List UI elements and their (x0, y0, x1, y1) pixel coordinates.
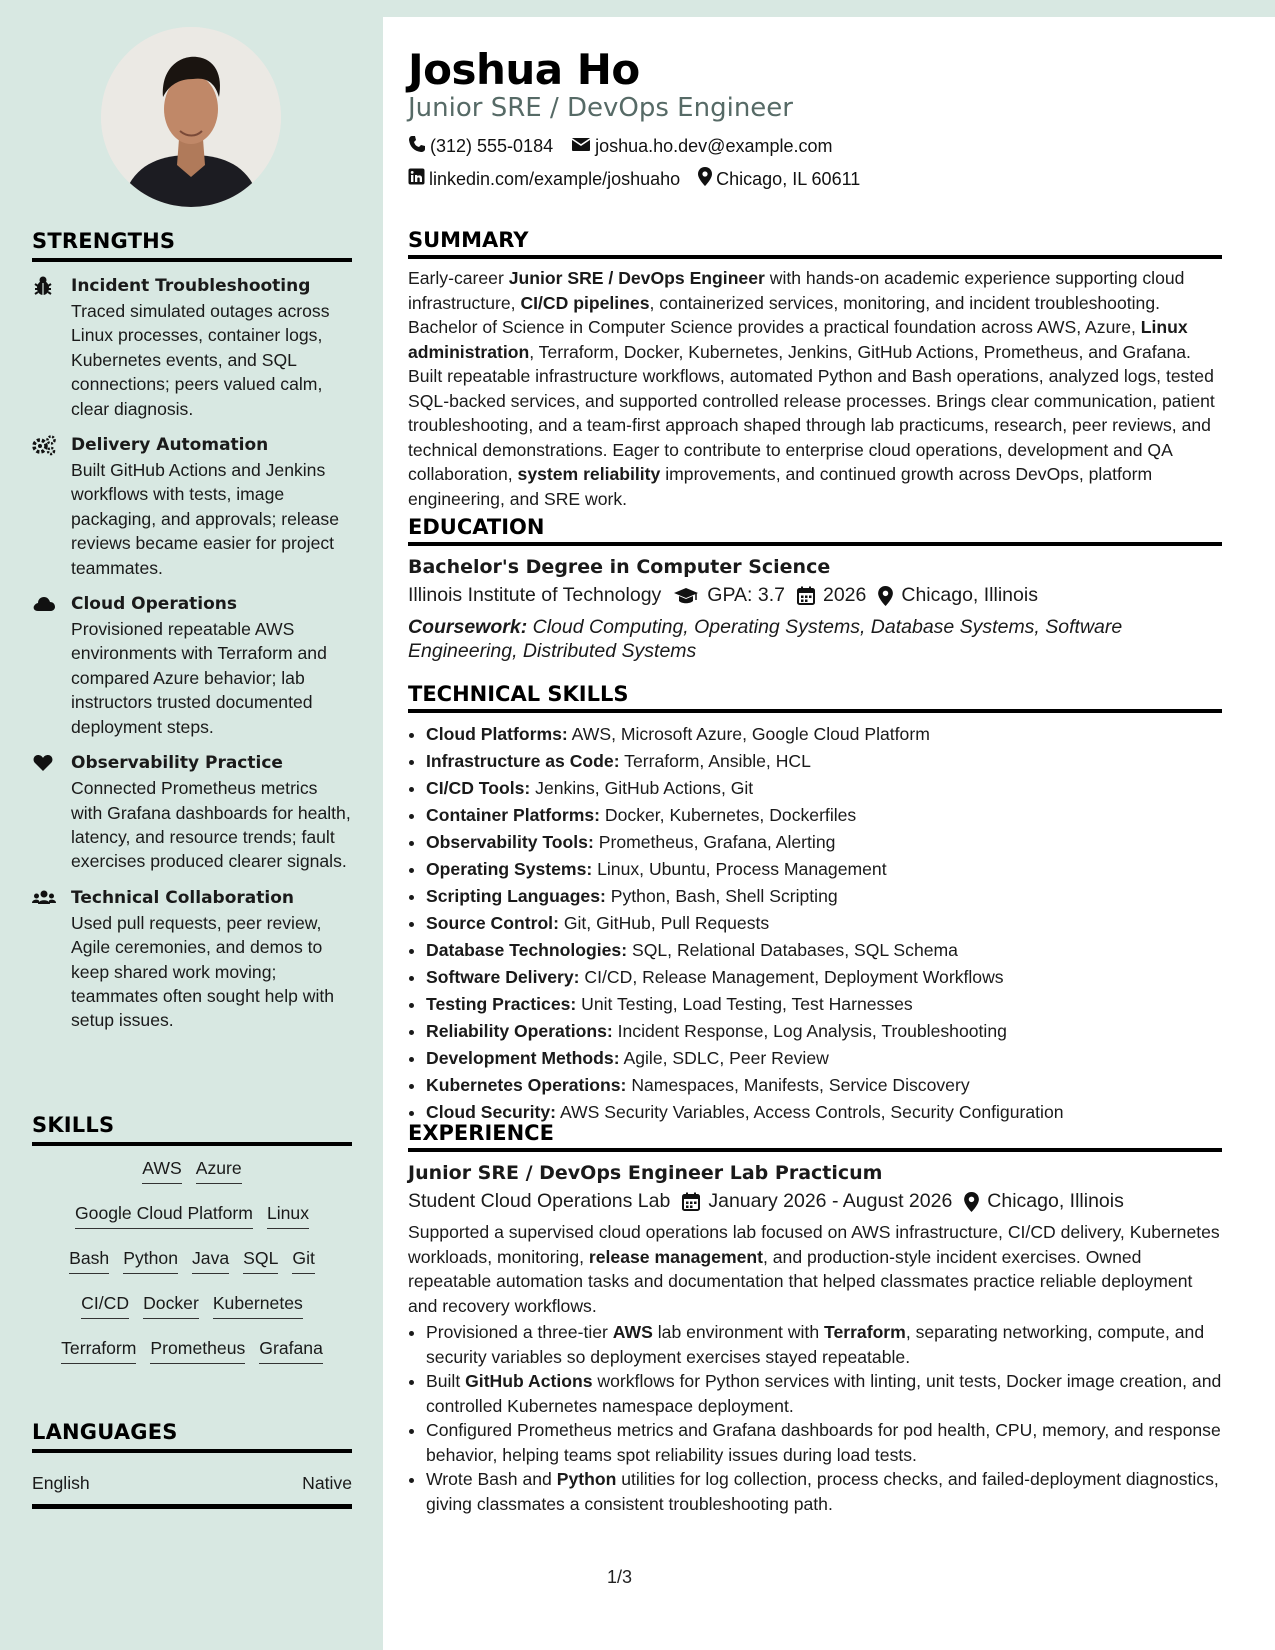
summary-segment: , Terraform, Docker, Kubernetes, Jenkins, GitHub Actions, Prometheus, and Grafana. Built repeatable infrastructure workflows, automated Python and Bash operations, analyzed logs, tested SQL-backed services, and supported controlled release processes. Brings clear communication, patient troubleshooting, and a team-first approach shaped through lab practicums, research, peer reviews, and technical demonstrations. Eager to contribute to enterprise cloud operations, development and QA collaboration, (408, 341, 1215, 484)
list-item (426, 883, 1222, 910)
envelope-icon (571, 136, 591, 157)
education-heading: EDUCATION (408, 515, 1222, 546)
list-item (426, 1018, 1222, 1045)
skills-tags (32, 1158, 352, 1383)
summary-text (408, 266, 1222, 511)
skill-category: Cloud Platforms: (426, 724, 568, 744)
summary-highlight: Linux administration (408, 317, 1188, 362)
skill-values: Python, Bash, Shell Scripting (610, 886, 838, 906)
page-number: 1/3 (607, 1567, 633, 1587)
strength-desc: Built GitHub Actions and Jenkins workflows with tests, image packaging, and approvals; release reviews became easier for project teammates. (71, 460, 339, 578)
candidate-role: Junior SRE / DevOps Engineer (408, 93, 793, 123)
skill-tag: Docker (143, 1293, 199, 1319)
candidate-name: Joshua Ho (408, 45, 640, 94)
skill-category: Container Platforms: (426, 805, 601, 825)
skill-tag: Kubernetes (213, 1293, 303, 1319)
skill-tag: Java (192, 1248, 229, 1274)
skill-tag: CI/CD (81, 1293, 129, 1319)
summary-heading: SUMMARY (408, 228, 1222, 259)
job-title: Junior SRE / DevOps Engineer Lab Practicum (408, 1162, 883, 1184)
language-level: Native (302, 1473, 352, 1493)
skill-category: Software Delivery: (426, 967, 580, 987)
degree-title: Bachelor's Degree in Computer Science (408, 556, 831, 578)
skills-section (32, 1113, 352, 1383)
strength-item (32, 433, 352, 580)
summary-section (408, 228, 1222, 511)
skill-tag: Google Cloud Platform (75, 1203, 253, 1229)
skill-values: AWS, Microsoft Azure, Google Cloud Platform (571, 724, 930, 744)
linkedin-icon (408, 168, 425, 190)
skill-values: Terraform, Ansible, HCL (624, 751, 811, 771)
strength-item (32, 886, 352, 1033)
skill-category: Operating Systems: (426, 859, 593, 879)
skill-tag: Python (123, 1248, 178, 1274)
profile-photo (101, 27, 281, 207)
list-item: • Built GitHub Actions workflows for Python services with linting, unit tests, Docker image creation, and controlled Kubernetes namespace deployment. (426, 1369, 1222, 1418)
skill-values: Jenkins, GitHub Actions, Git (535, 778, 754, 798)
skill-values: SQL, Relational Databases, SQL Schema (631, 940, 958, 960)
skill-values: Agile, SDLC, Peer Review (623, 1048, 829, 1068)
summary-segment: with hands-on academic experience supporting cloud infrastructure, (408, 268, 1185, 313)
location-pin-icon (878, 586, 893, 606)
list-item (426, 748, 1222, 775)
strength-item (32, 274, 352, 421)
skill-tag: Terraform (61, 1338, 136, 1364)
linkedin-link[interactable]: linkedin.com/example/joshuaho (429, 168, 681, 189)
skill-values: Incident Response, Log Analysis, Troubleshooting (617, 1021, 1007, 1041)
technical-skills-list (408, 721, 1222, 1126)
skill-category: Development Methods: (426, 1048, 620, 1068)
list-item (426, 937, 1222, 964)
intro-highlight: release management (588, 1246, 763, 1267)
skill-values: CI/CD, Release Management, Deployment Workflows (584, 967, 1004, 987)
calendar-icon (682, 1192, 700, 1211)
skill-tag: Grafana (259, 1338, 323, 1364)
job-bullets (408, 1320, 1222, 1516)
skill-tag: AWS (142, 1158, 181, 1184)
list-item (426, 802, 1222, 829)
skill-category: Source Control: (426, 913, 559, 933)
summary-segment: improvements, and continued growth across DevOps, platform engineering, and SRE work. (408, 464, 1153, 509)
list-item (426, 829, 1222, 856)
gpa-text: GPA: 3.7 (707, 584, 785, 606)
job-meta (408, 1190, 1222, 1213)
skill-tag: Linux (267, 1203, 309, 1229)
strength-item (32, 592, 352, 739)
language-name: English (32, 1473, 90, 1493)
strength-item (32, 751, 352, 874)
summary-highlight: system reliability (517, 464, 661, 484)
contact-line-1 (408, 135, 833, 158)
heart-icon (32, 752, 56, 774)
skill-values: Prometheus, Grafana, Alerting (598, 832, 836, 852)
graduation-year: 2026 (822, 584, 867, 606)
skill-tag: Prometheus (150, 1338, 245, 1364)
list-item: • Wrote Bash and Python utilities for log collection, process checks, and failed-deployment diagnostics, giving classmates a consistent troubleshooting path. (426, 1467, 1222, 1516)
experience-heading: EXPERIENCE (408, 1121, 1222, 1152)
job-org: Student Cloud Operations Lab (408, 1190, 671, 1212)
skill-category: Cloud Security: (426, 1102, 557, 1122)
skills-heading: SKILLS (32, 1113, 352, 1146)
list-item: • Configured Prometheus metrics and Grafana dashboards for pod health, CPU, memory, and response behavior, helping teams spot reliability issues during load tests. (426, 1418, 1222, 1467)
education-meta (408, 584, 1222, 607)
contact-line-2 (408, 167, 860, 191)
list-item (426, 1072, 1222, 1099)
profile-photo-image (101, 27, 281, 207)
sidebar (0, 0, 383, 1650)
languages-heading: LANGUAGES (32, 1420, 352, 1453)
strength-desc: Used pull requests, peer review, Agile ceremonies, and demos to keep shared work moving; teammates often sought help with setup issues. (71, 912, 335, 1031)
job-dates: January 2026 - August 2026 (708, 1190, 953, 1212)
summary-segment: Early-career (408, 268, 509, 288)
skill-tag: Bash (69, 1248, 109, 1274)
cloud-icon (32, 593, 56, 615)
list-item (426, 775, 1222, 802)
coursework-list: Cloud Computing, Operating Systems, Database Systems, Software Engineering, Distributed Systems (408, 616, 1123, 662)
skill-values: Unit Testing, Load Testing, Test Harnesses (581, 994, 913, 1014)
skill-tag: Azure (196, 1158, 242, 1184)
list-item: • Provisioned a three-tier AWS lab environment with Terraform, separating networking, compute, and security variables so deployment exercises stayed repeatable. (426, 1320, 1222, 1369)
list-item (426, 1045, 1222, 1072)
email-link[interactable]: joshua.ho.dev@example.com (595, 136, 833, 156)
language-row (32, 1473, 352, 1509)
list-item (426, 856, 1222, 883)
phone-text: (312) 555-0184 (430, 136, 554, 156)
gears-icon (32, 434, 56, 456)
location-text: Chicago, IL 60611 (716, 168, 861, 189)
summary-highlight: CI/CD pipelines (520, 292, 650, 313)
experience-section (408, 1121, 1222, 1516)
list-item (426, 721, 1222, 748)
school-name: Illinois Institute of Technology (408, 584, 662, 606)
technical-skills-section (408, 682, 1222, 1126)
strength-title: Observability Practice (71, 753, 283, 774)
strength-title: Delivery Automation (71, 435, 269, 456)
calendar-icon (797, 586, 815, 605)
skill-values: Linux, Ubuntu, Process Management (597, 859, 887, 879)
users-icon (32, 887, 56, 909)
bug-icon (32, 275, 56, 297)
strength-title: Cloud Operations (71, 594, 238, 615)
summary-highlight: Junior SRE / DevOps Engineer (508, 268, 765, 288)
skill-category: Database Technologies: (426, 940, 628, 960)
skill-category: Observability Tools: (426, 832, 594, 852)
strength-desc: Connected Prometheus metrics with Grafana dashboards for health, latency, and resource trends; fault exercises produced clearer signals. (71, 778, 351, 872)
skill-category: Scripting Languages: (426, 886, 606, 906)
skill-values: Docker, Kubernetes, Dockerfiles (604, 805, 857, 825)
job-intro (408, 1220, 1222, 1318)
skill-values: Namespaces, Manifests, Service Discovery (631, 1075, 970, 1095)
strengths-section (32, 229, 352, 1033)
list-item (426, 964, 1222, 991)
job-location: Chicago, Illinois (987, 1190, 1124, 1212)
phone-icon (408, 135, 426, 158)
strength-title: Incident Troubleshooting (71, 276, 311, 296)
skill-category: Infrastructure as Code: (426, 751, 620, 771)
strength-desc: Traced simulated outages across Linux processes, container logs, Kubernetes events, and SQL connections; peers valued calm, clear diagnosis. (71, 301, 330, 419)
technical-skills-heading: TECHNICAL SKILLS (408, 682, 1222, 713)
location-pin-icon (964, 1192, 979, 1212)
strength-desc: Provisioned repeatable AWS environments with Terraform and compared Azure behavior; lab instructors trusted documented deployment steps. (71, 619, 327, 737)
education-section (408, 515, 1222, 663)
languages-section (32, 1420, 352, 1509)
skill-tag: SQL (243, 1248, 278, 1274)
list-item (426, 991, 1222, 1018)
skill-category: Kubernetes Operations: (426, 1075, 627, 1095)
skill-values: Git, GitHub, Pull Requests (563, 913, 770, 933)
list-item (426, 910, 1222, 937)
intro-segment: , and production-style incident exercises. Owned repeatable automation tasks and documentation that helped classmates practice reliable deployment and recovery workflows. (408, 1246, 1193, 1316)
strengths-heading: STRENGTHS (32, 229, 352, 262)
main-content (383, 17, 1275, 1650)
strength-title: Technical Collaboration (71, 887, 294, 908)
coursework (408, 615, 1222, 663)
skill-tag: Git (292, 1248, 314, 1274)
skill-category: Reliability Operations: (426, 1021, 613, 1041)
skill-category: CI/CD Tools: (426, 778, 531, 798)
location-pin-icon (698, 167, 712, 191)
coursework-label: Coursework: (408, 616, 528, 638)
education-location: Chicago, Illinois (901, 584, 1038, 606)
graduation-cap-icon (673, 587, 699, 605)
skill-category: Testing Practices: (426, 994, 577, 1014)
intro-segment: Supported a supervised cloud operations lab focused on AWS infrastructure, CI/CD delivery, Kubernetes workloads, monitoring, (408, 1222, 1220, 1267)
summary-segment: , containerized services, monitoring, and incident troubleshooting. Bachelor of Science in Computer Science provides a practical foundation across AWS, Azure, (408, 292, 1161, 337)
skill-values: AWS Security Variables, Access Controls, Security Configuration (559, 1102, 1064, 1122)
